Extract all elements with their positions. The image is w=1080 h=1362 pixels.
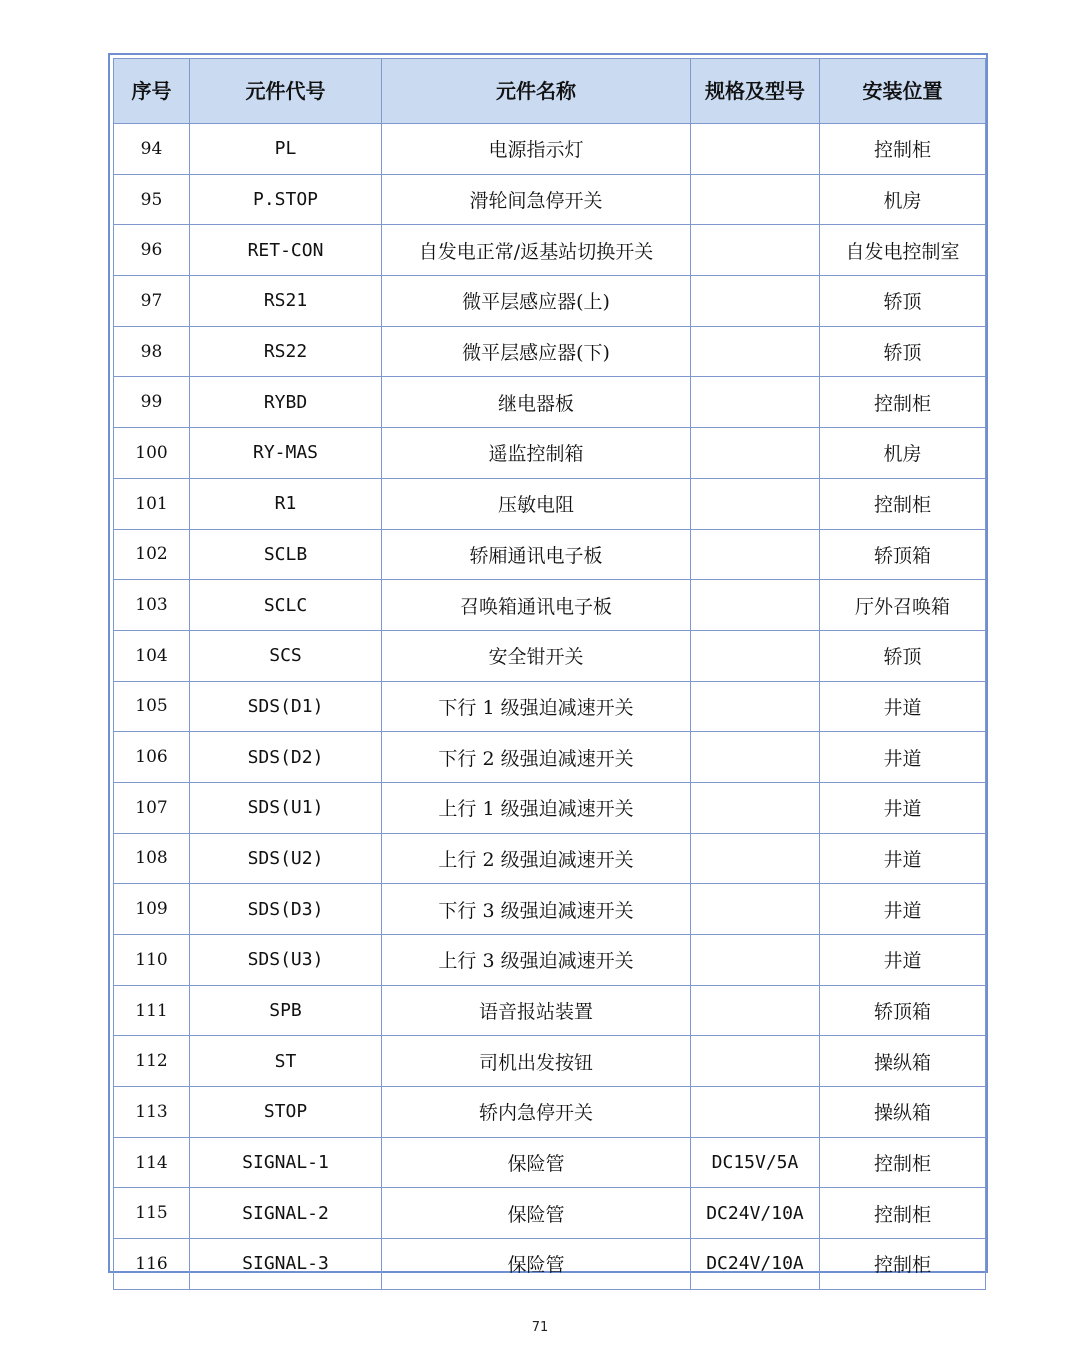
- cell-name: 上行 2 级强迫减速开关: [382, 833, 691, 884]
- cell-name: 微平层感应器(上): [382, 276, 691, 327]
- cell-spec: [691, 782, 820, 833]
- cell-location: 轿顶: [820, 276, 986, 327]
- cell-spec: [691, 174, 820, 225]
- cell-seq: 95: [114, 174, 190, 225]
- cell-name: 保险管: [382, 1188, 691, 1239]
- cell-name: 语音报站装置: [382, 985, 691, 1036]
- cell-code: RY-MAS: [190, 428, 382, 479]
- cell-seq: 100: [114, 428, 190, 479]
- cell-name: 下行 3 级强迫减速开关: [382, 884, 691, 935]
- cell-spec: [691, 681, 820, 732]
- table-row: [114, 580, 986, 631]
- cell-seq: 116: [114, 1239, 190, 1290]
- cell-code: SIGNAL-2: [190, 1188, 382, 1239]
- header-spec: 规格及型号: [691, 59, 820, 124]
- cell-spec: [691, 732, 820, 783]
- cell-name: 召唤箱通讯电子板: [382, 580, 691, 631]
- cell-name: 滑轮间急停开关: [382, 174, 691, 225]
- cell-location: 控制柜: [820, 1137, 986, 1188]
- cell-location: 操纵箱: [820, 1036, 986, 1087]
- cell-seq: 101: [114, 478, 190, 529]
- cell-code: RS21: [190, 276, 382, 327]
- cell-spec: [691, 833, 820, 884]
- cell-spec: [691, 377, 820, 428]
- table-body: [114, 124, 986, 1290]
- cell-location: 井道: [820, 884, 986, 935]
- table-row: [114, 377, 986, 428]
- cell-seq: 94: [114, 124, 190, 175]
- cell-seq: 110: [114, 935, 190, 986]
- cell-seq: 112: [114, 1036, 190, 1087]
- cell-spec: [691, 1036, 820, 1087]
- cell-spec: [691, 326, 820, 377]
- table-row: [114, 935, 986, 986]
- table-row: [114, 1239, 986, 1290]
- cell-seq: 114: [114, 1137, 190, 1188]
- cell-code: ST: [190, 1036, 382, 1087]
- table-row: [114, 225, 986, 276]
- component-table: [113, 58, 986, 1290]
- cell-location: 机房: [820, 174, 986, 225]
- cell-code: SDS(D3): [190, 884, 382, 935]
- table-row: [114, 1036, 986, 1087]
- cell-location: 控制柜: [820, 377, 986, 428]
- cell-code: SDS(D1): [190, 681, 382, 732]
- cell-code: RS22: [190, 326, 382, 377]
- cell-spec: [691, 935, 820, 986]
- cell-name: 上行 1 级强迫减速开关: [382, 782, 691, 833]
- cell-spec: [691, 225, 820, 276]
- cell-code: SPB: [190, 985, 382, 1036]
- cell-location: 井道: [820, 681, 986, 732]
- cell-name: 保险管: [382, 1239, 691, 1290]
- cell-spec: DC15V/5A: [691, 1137, 820, 1188]
- cell-seq: 98: [114, 326, 190, 377]
- header-seq: 序号: [114, 59, 190, 124]
- table-row: [114, 478, 986, 529]
- cell-name: 安全钳开关: [382, 630, 691, 681]
- header-name: 元件名称: [382, 59, 691, 124]
- cell-location: 井道: [820, 782, 986, 833]
- page-number: 71: [531, 1320, 549, 1335]
- cell-seq: 113: [114, 1087, 190, 1138]
- cell-seq: 97: [114, 276, 190, 327]
- table-row: [114, 326, 986, 377]
- table-row: [114, 1087, 986, 1138]
- cell-seq: 104: [114, 630, 190, 681]
- cell-name: 继电器板: [382, 377, 691, 428]
- cell-spec: [691, 478, 820, 529]
- cell-seq: 109: [114, 884, 190, 935]
- table-row: [114, 174, 986, 225]
- cell-location: 井道: [820, 732, 986, 783]
- cell-code: SDS(U1): [190, 782, 382, 833]
- table-row: [114, 681, 986, 732]
- table-row: [114, 428, 986, 479]
- cell-code: SCS: [190, 630, 382, 681]
- cell-seq: 96: [114, 225, 190, 276]
- cell-location: 轿顶箱: [820, 529, 986, 580]
- cell-spec: [691, 884, 820, 935]
- cell-code: PL: [190, 124, 382, 175]
- cell-name: 保险管: [382, 1137, 691, 1188]
- cell-code: SCLC: [190, 580, 382, 631]
- cell-seq: 103: [114, 580, 190, 631]
- cell-code: SDS(U3): [190, 935, 382, 986]
- cell-code: STOP: [190, 1087, 382, 1138]
- cell-spec: [691, 124, 820, 175]
- header-code: 元件代号: [190, 59, 382, 124]
- cell-seq: 102: [114, 529, 190, 580]
- cell-name: 电源指示灯: [382, 124, 691, 175]
- cell-location: 井道: [820, 833, 986, 884]
- cell-location: 自发电控制室: [820, 225, 986, 276]
- cell-location: 操纵箱: [820, 1087, 986, 1138]
- table-row: [114, 782, 986, 833]
- cell-code: SCLB: [190, 529, 382, 580]
- cell-location: 井道: [820, 935, 986, 986]
- cell-spec: [691, 1087, 820, 1138]
- cell-location: 机房: [820, 428, 986, 479]
- cell-spec: [691, 529, 820, 580]
- cell-name: 压敏电阻: [382, 478, 691, 529]
- cell-code: RET-CON: [190, 225, 382, 276]
- cell-name: 上行 3 级强迫减速开关: [382, 935, 691, 986]
- cell-code: SDS(D2): [190, 732, 382, 783]
- cell-code: R1: [190, 478, 382, 529]
- cell-seq: 105: [114, 681, 190, 732]
- cell-location: 控制柜: [820, 124, 986, 175]
- cell-location: 轿顶: [820, 326, 986, 377]
- cell-name: 下行 2 级强迫减速开关: [382, 732, 691, 783]
- cell-seq: 111: [114, 985, 190, 1036]
- table-row: [114, 529, 986, 580]
- cell-spec: [691, 428, 820, 479]
- cell-name: 轿内急停开关: [382, 1087, 691, 1138]
- table-row: [114, 833, 986, 884]
- cell-location: 控制柜: [820, 478, 986, 529]
- cell-seq: 106: [114, 732, 190, 783]
- cell-seq: 107: [114, 782, 190, 833]
- cell-location: 厅外召唤箱: [820, 580, 986, 631]
- cell-name: 下行 1 级强迫减速开关: [382, 681, 691, 732]
- cell-code: SDS(U2): [190, 833, 382, 884]
- table-row: [114, 630, 986, 681]
- cell-spec: DC24V/10A: [691, 1188, 820, 1239]
- cell-seq: 115: [114, 1188, 190, 1239]
- cell-name: 微平层感应器(下): [382, 326, 691, 377]
- table-row: [114, 884, 986, 935]
- cell-code: SIGNAL-3: [190, 1239, 382, 1290]
- cell-seq: 99: [114, 377, 190, 428]
- cell-location: 控制柜: [820, 1239, 986, 1290]
- table-row: [114, 732, 986, 783]
- table-row: [114, 276, 986, 327]
- header-location: 安装位置: [820, 59, 986, 124]
- table-row: [114, 985, 986, 1036]
- cell-location: 控制柜: [820, 1188, 986, 1239]
- cell-code: P.STOP: [190, 174, 382, 225]
- table-row: [114, 124, 986, 175]
- cell-location: 轿顶箱: [820, 985, 986, 1036]
- cell-location: 轿顶: [820, 630, 986, 681]
- cell-seq: 108: [114, 833, 190, 884]
- component-table-frame: [108, 53, 988, 1277]
- cell-code: RYBD: [190, 377, 382, 428]
- table-row: [114, 1137, 986, 1188]
- cell-spec: [691, 580, 820, 631]
- cell-spec: DC24V/10A: [691, 1239, 820, 1290]
- table-row: [114, 1188, 986, 1239]
- cell-name: 遥监控制箱: [382, 428, 691, 479]
- cell-name: 轿厢通讯电子板: [382, 529, 691, 580]
- cell-name: 司机出发按钮: [382, 1036, 691, 1087]
- cell-name: 自发电正常/返基站切换开关: [382, 225, 691, 276]
- table-header-row: [114, 59, 986, 124]
- cell-spec: [691, 276, 820, 327]
- cell-spec: [691, 630, 820, 681]
- cell-code: SIGNAL-1: [190, 1137, 382, 1188]
- cell-spec: [691, 985, 820, 1036]
